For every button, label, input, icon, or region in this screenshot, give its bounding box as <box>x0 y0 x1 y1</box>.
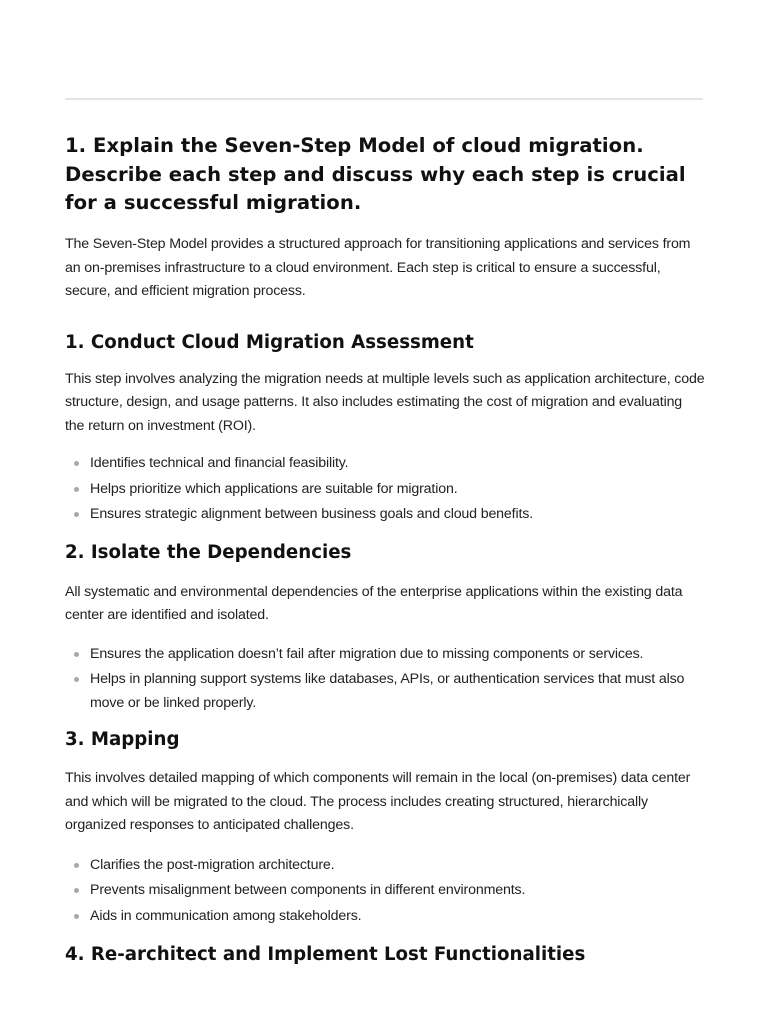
document-body <box>65 233 705 968</box>
list-item-text: Aids in communication among stakeholders. <box>90 907 362 924</box>
list-item <box>65 643 705 667</box>
bullet-dot-icon <box>74 863 79 868</box>
intro-paragraph: The Seven-Step Model provides a structured approach for transitioning applications and services from an on-premises infrastructure to a cloud environment. Each step is critical to ensure a successful, secure, and efficient migration process. <box>65 236 691 299</box>
question-heading: 1. Explain the Seven-Step Model of cloud migration. Describe each step and discuss why each step is crucial for a successful migration. <box>65 134 686 214</box>
bullet-dot-icon <box>74 487 79 492</box>
list-item <box>65 452 705 476</box>
bullet-list-assessment <box>65 452 705 527</box>
bullet-dot-icon <box>74 888 79 893</box>
list-item <box>65 668 705 715</box>
section-heading-rearchitect: 4. Re-architect and Implement Lost Functionalities <box>65 944 586 965</box>
bullet-dot-icon <box>74 512 79 517</box>
list-item <box>65 478 705 502</box>
list-item-text: Prevents misalignment between components in different environments. <box>90 882 526 898</box>
list-item-text: Clarifies the post-migration architecture. <box>90 856 335 873</box>
bullet-list-dependencies <box>65 643 705 716</box>
section-paragraph-mapping: This involves detailed mapping of which components will remain in the local (on-premises) data center and which will be migrated to the cloud. The process includes creating structured, hierarchically organized responses to anticipated challenges. <box>65 770 691 833</box>
section-heading-assessment: 1. Conduct Cloud Migration Assessment <box>65 331 474 353</box>
list-item <box>65 879 705 903</box>
list-item <box>65 905 705 929</box>
bullet-list-mapping <box>65 854 705 929</box>
list-item-text: Helps in planning support systems like databases, APIs, or authentication services that must also move or be linked properly. <box>90 671 685 711</box>
list-item <box>65 503 705 527</box>
list-item-text: Helps prioritize which applications are suitable for migration. <box>90 480 458 497</box>
section-heading-dependencies: 2. Isolate the Dependencies <box>65 541 352 563</box>
bullet-dot-icon <box>74 652 79 657</box>
list-item-text: Identifies technical and financial feasibility. <box>90 455 349 471</box>
list-item-text: Ensures the application doesn’t fail after migration due to missing components or services. <box>90 645 644 662</box>
bullet-dot-icon <box>74 914 79 919</box>
bullet-dot-icon <box>74 461 79 466</box>
top-divider <box>65 98 703 100</box>
section-paragraph-assessment: This step involves analyzing the migration needs at multiple levels such as application architecture, code structure, design, and usage patterns. It also includes estimating the cost of migration and evaluating the return on investment (ROI). <box>65 370 705 434</box>
bullet-dot-icon <box>74 677 79 682</box>
section-heading-mapping: 3. Mapping <box>65 729 180 750</box>
section-paragraph-dependencies: All systematic and environmental dependencies of the enterprise applications within the existing data center are identified and isolated. <box>65 583 683 623</box>
list-item <box>65 854 705 878</box>
list-item-text: Ensures strategic alignment between business goals and cloud benefits. <box>90 506 533 522</box>
